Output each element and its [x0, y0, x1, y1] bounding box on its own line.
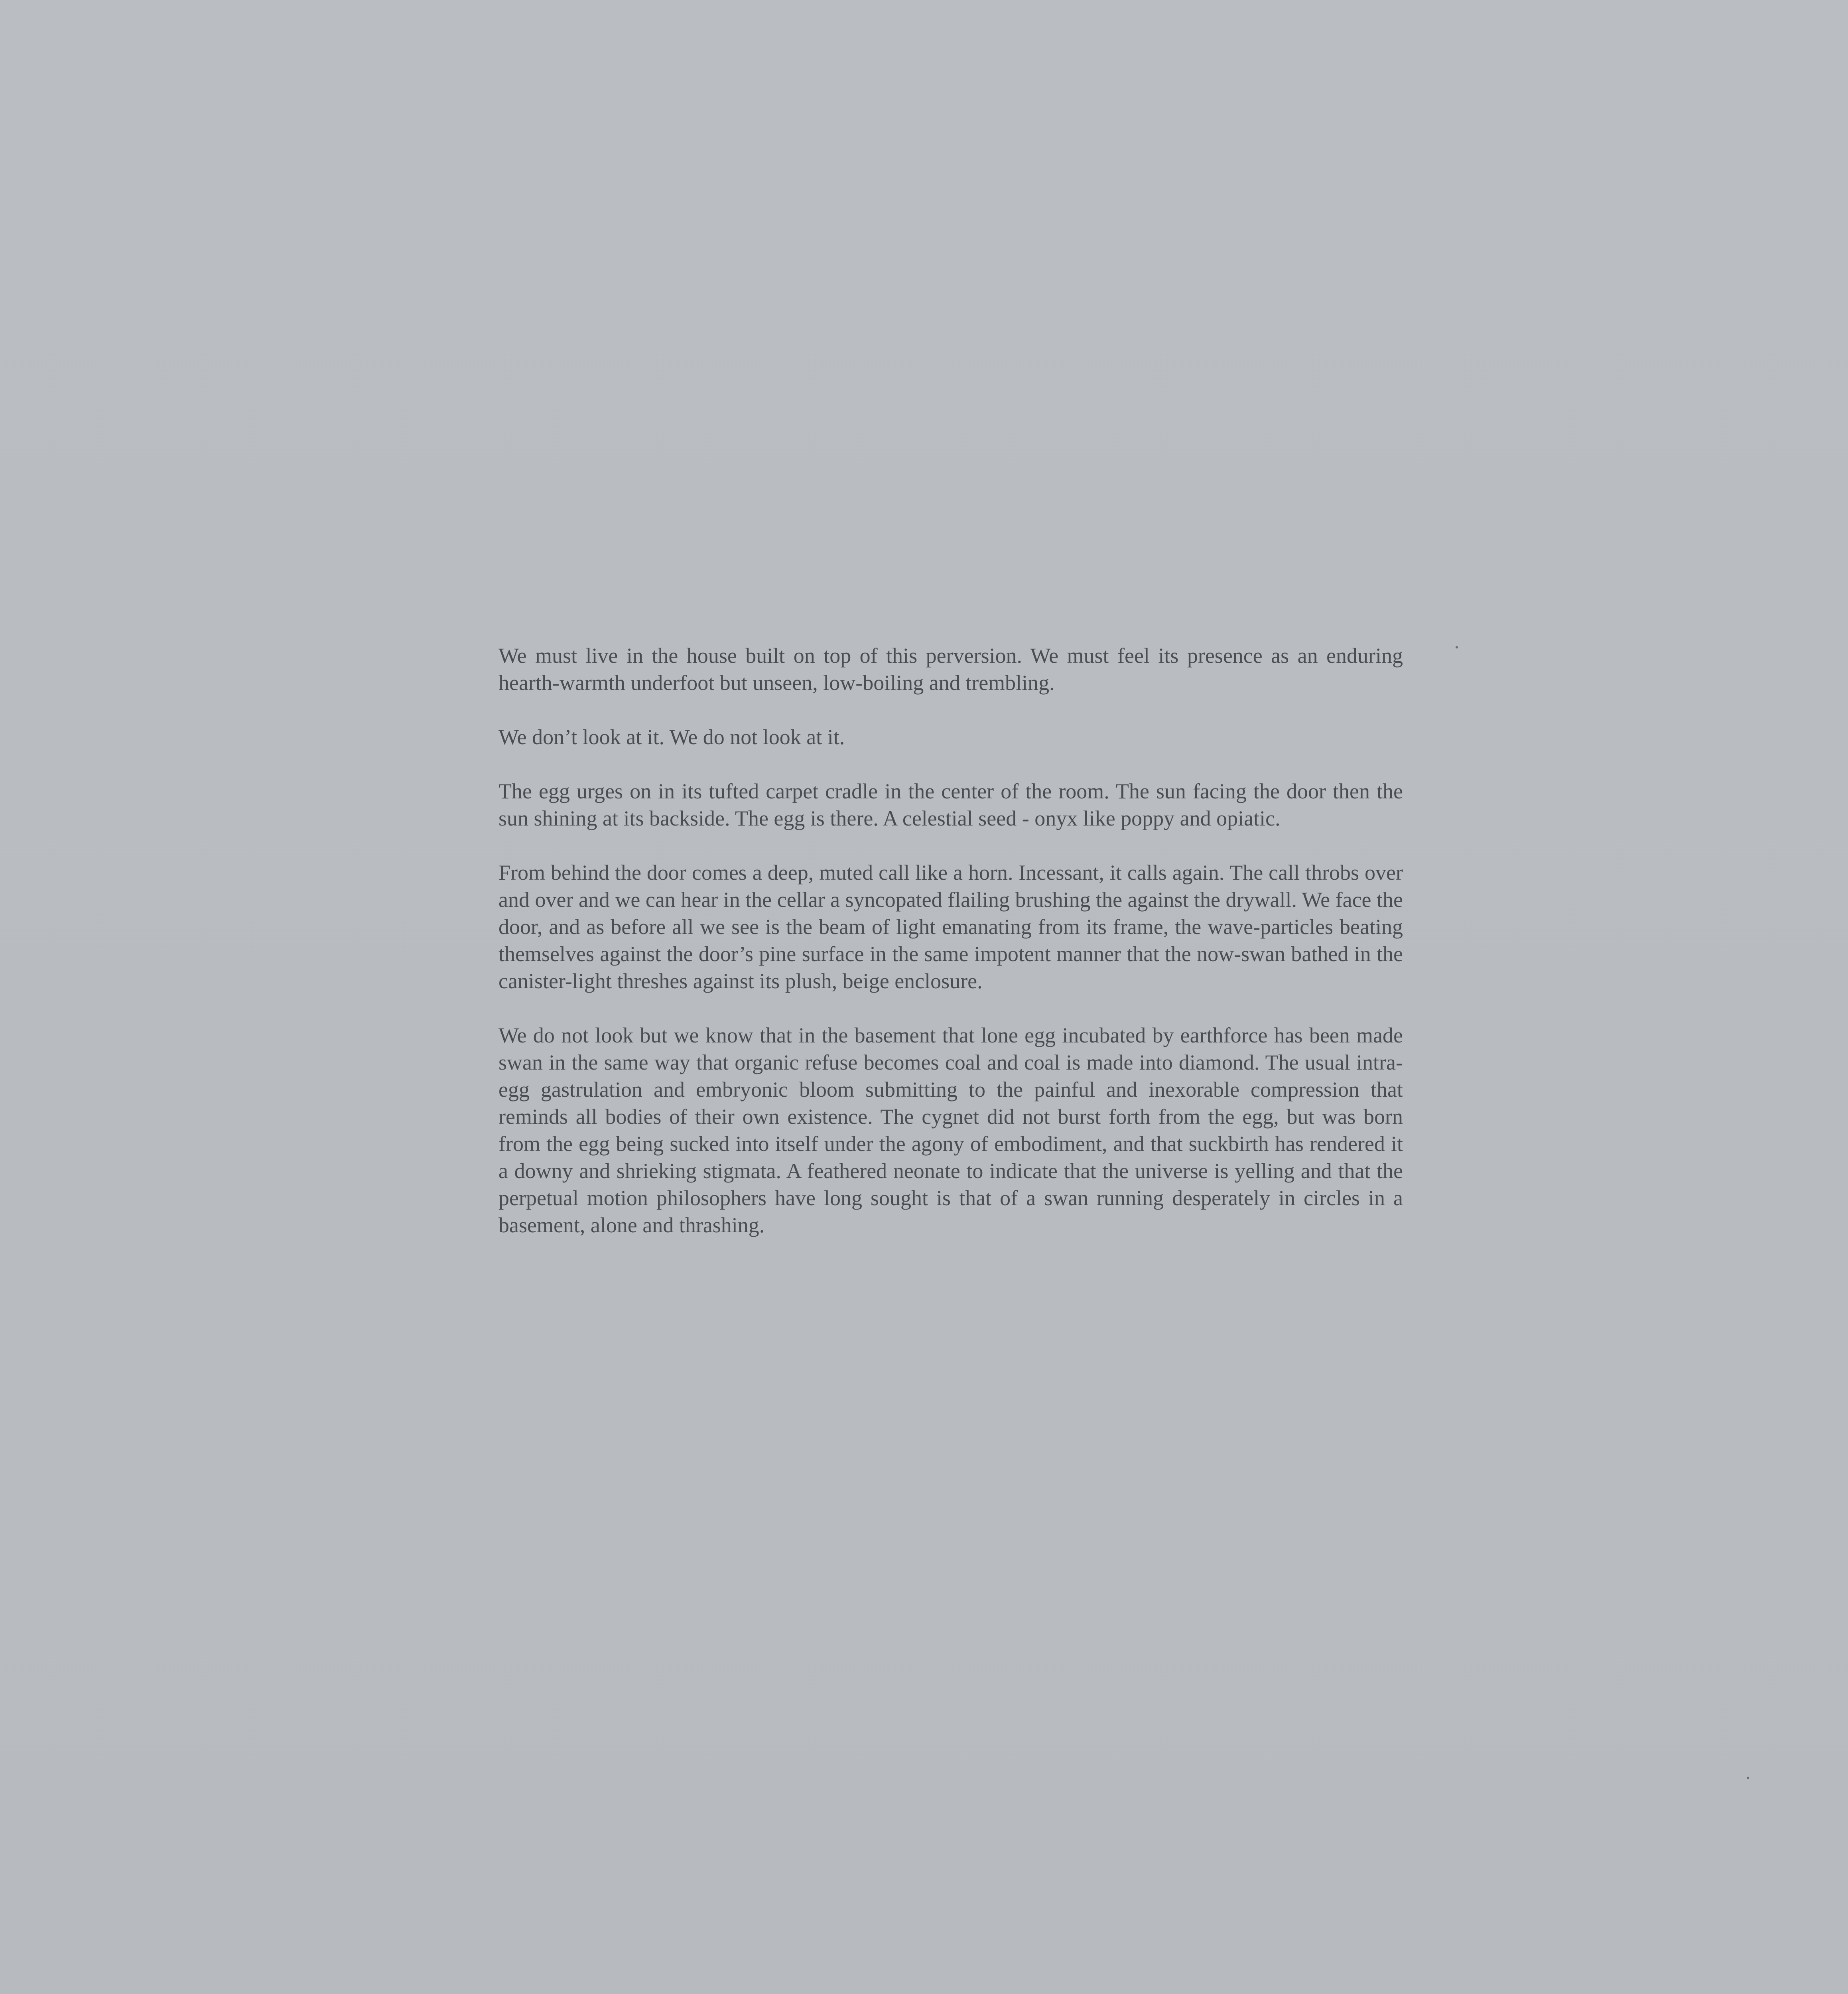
paragraph-2: We don’t look at it. We do not look at it. [498, 725, 845, 749]
body-text [498, 642, 1403, 1266]
paragraph-1: We must live in the house built on top of this perversion. We must feel its presence as an enduring hearth-warmth underfoot but unseen, low-boiling and trembling. [498, 644, 1403, 695]
paper-speck [1456, 646, 1458, 648]
paragraph-3: The egg urges on in its tufted carpet cradle in the center of the room. The sun facing the door then the sun shining at its backside. The egg is there. A celestial seed - onyx like poppy and opiatic. [498, 779, 1403, 830]
paragraph-5: We do not look but we know that in the basement that lone egg incubated by earthforce has been made swan in the same way that organic refuse becomes coal and coal is made into diamond. The usual intra-egg gastrulation and embryonic bloom submitting to the painful and inexorable compression that reminds all bodies of their own existence. The cygnet did not burst forth from the egg, but was born from the egg being sucked into itself under the agony of embodiment, and that suckbirth has rendered it a downy and shrieking stigmata. A feathered neonate to indicate that the universe is yelling and that the perpetual motion philosophers have long sought is that of a swan running desperately in circles in a basement, alone and thrashing. [498, 1023, 1403, 1237]
paper-speck [1747, 1777, 1749, 1779]
paragraph-4: From behind the door comes a deep, muted call like a horn. Incessant, it calls again. The call throbs over and over and we can hear in the cellar a syncopated flailing brushing the against the drywall. We face the door, and as before all we see is the beam of light emanating from its frame, the wave-particles beating themselves against the door’s pine surface in the same impotent manner that the now-swan bathed in the canister-light threshes against its plush, beige enclosure. [498, 861, 1403, 993]
